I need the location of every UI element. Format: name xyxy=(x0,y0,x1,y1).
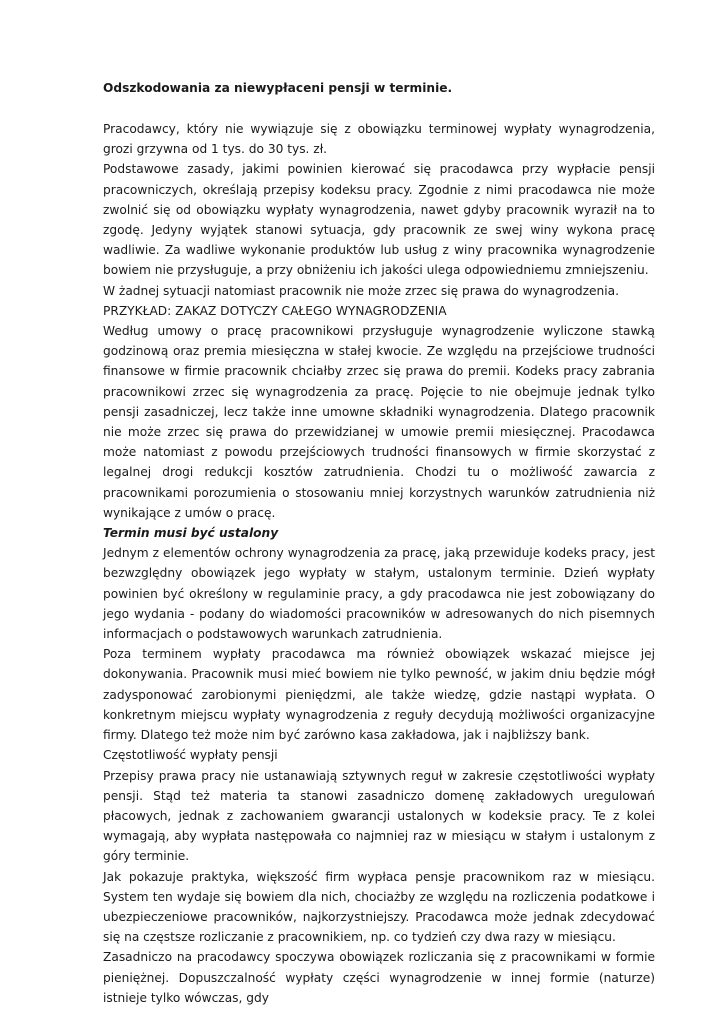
paragraph-basic-rules: Podstawowe zasady, jakimi powinien kierować się pracodawca przy wypłacie pensji pracowniczych, określają przepisy kodeksu pracy. Zgodnie z nimi pracodawca nie może zwolnić się od obowiązku wypłaty wynagrodzenia, nawet gdyby pracownik wyraził na to zgodę. Jedyny wyjątek stanowi sytuacja, gdy pracownik ze swej winy wykona pracę wadliwie. Za wadliwe wykonanie produktów lub usług z winy pracownika wynagrodzenie bowiem nie przysługuje, a przy obniżeniu ich jakości ulega odpowiedniemu zmniejszeniu. xyxy=(103,162,655,278)
document-page xyxy=(103,78,655,1008)
document-body xyxy=(103,119,655,1008)
section-heading-frequency: Częstotliwość wypłaty pensji xyxy=(103,748,278,763)
paragraph-frequency-rules: Przepisy prawa pracy nie ustanawiają sztywnych reguł w zakresie częstotliwości wypłaty pensji. Stąd też materia ta stanowi zasadniczo domenę zakładowych uregulowań płacowych, jednak z zachowaniem gwarancji ustalonych w kodeksie pracy. Te z kolei wymagają, aby wypłata następowała co najmniej raz w miesiącu w stałym i ustalonym z góry terminie. xyxy=(103,768,655,864)
paragraph-frequency-practice: Jak pokazuje praktyka, większość firm wypłaca pensje pracownikom raz w miesiącu. System ten wydaje się bowiem dla nich, chociażby ze względu na rozliczenia podatkowe i ubezpieczeniowe pracowników, najkorzystniejszy. Pracodawca może jednak zdecydować się na częstsze rozliczanie z pracownikiem, np. co tydzień czy dwa razy w miesiącu. xyxy=(103,869,655,945)
paragraph-no-waiver: W żadnej sytuacji natomiast pracownik nie może zrzec się prawa do wynagrodzenia. xyxy=(103,283,619,298)
section-heading-fixed-date: Termin musi być ustalony xyxy=(103,526,279,541)
paragraph-fixed-date: Jednym z elementów ochrony wynagrodzenia za pracę, jaką przewiduje kodeks pracy, jest bezwzględny obowiązek jego wypłaty w stałym, ustalonym terminie. Dzień wypłaty powinien być określony w regulaminie pracy, a gdy pracodawca nie jest zobowiązany do jego wydania - podany do wiadomości pracowników w adresowanych do nich pisemnych informacjach o podstawowych warunkach zatrudnienia. xyxy=(103,546,655,642)
paragraph-example: Według umowy o pracę pracownikowi przysługuje wynagrodzenie wyliczone stawką godzinową oraz premia miesięczna w stałej kwocie. Ze względu na przejściowe trudności finansowe w firmie pracownik chciałby zrzec się prawa do premii. Kodeks pracy zabrania pracownikowi zrzec się wynagrodzenia za pracę. Pojęcie to nie obejmuje jednak tylko pensji zasadniczej, lecz także inne umowne składniki wynagrodzenia. Dlatego pracownik nie może zrzec się prawa do przewidzianej w umowie premii miesięcznej. Pracodawca może natomiast z powodu przejściowych trudności finansowych w firmie skorzystać z legalnej drogi redukcji kosztów zatrudnienia. Chodzi tu o możliwość zawarcia z pracownikami porozumienia o stosowaniu mniej korzystnych warunków zatrudnienia niż wynikające z umów o pracę. xyxy=(103,324,655,520)
paragraph-payment-place: Poza terminem wypłaty pracodawca ma również obowiązek wskazać miejsce jej dokonywania. Pracownik musi mieć bowiem nie tylko pewność, w jakim dniu będzie mógł zadysponować zarobionymi pieniędzmi, ale także wiedzę, gdzie nastąpi wypłata. O konkretnym miejscu wypłaty wynagrodzenia z reguły decydują możliwości organizacyjne firmy. Dlatego też może nim być zarówno kasa zakładowa, jak i najbliższy bank. xyxy=(103,647,655,743)
example-heading: PRZYKŁAD: ZAKAZ DOTYCZY CAŁEGO WYNAGRODZENIA xyxy=(103,303,447,318)
document-title: Odszkodowania za niewypłaceni pensji w terminie. xyxy=(103,81,453,95)
paragraph-penalty: Pracodawcy, który nie wywiązuje się z obowiązku terminowej wypłaty wynagrodzenia, grozi grzywna od 1 tys. do 30 tys. zł. xyxy=(103,122,655,157)
paragraph-cash-payment: Zasadniczo na pracodawcy spoczywa obowiązek rozliczania się z pracownikami w formie pieniężnej. Dopuszczalność wypłaty części wynagrodzenie w innej formie (naturze) istnieje tylko wówczas, gdy xyxy=(103,950,655,1005)
